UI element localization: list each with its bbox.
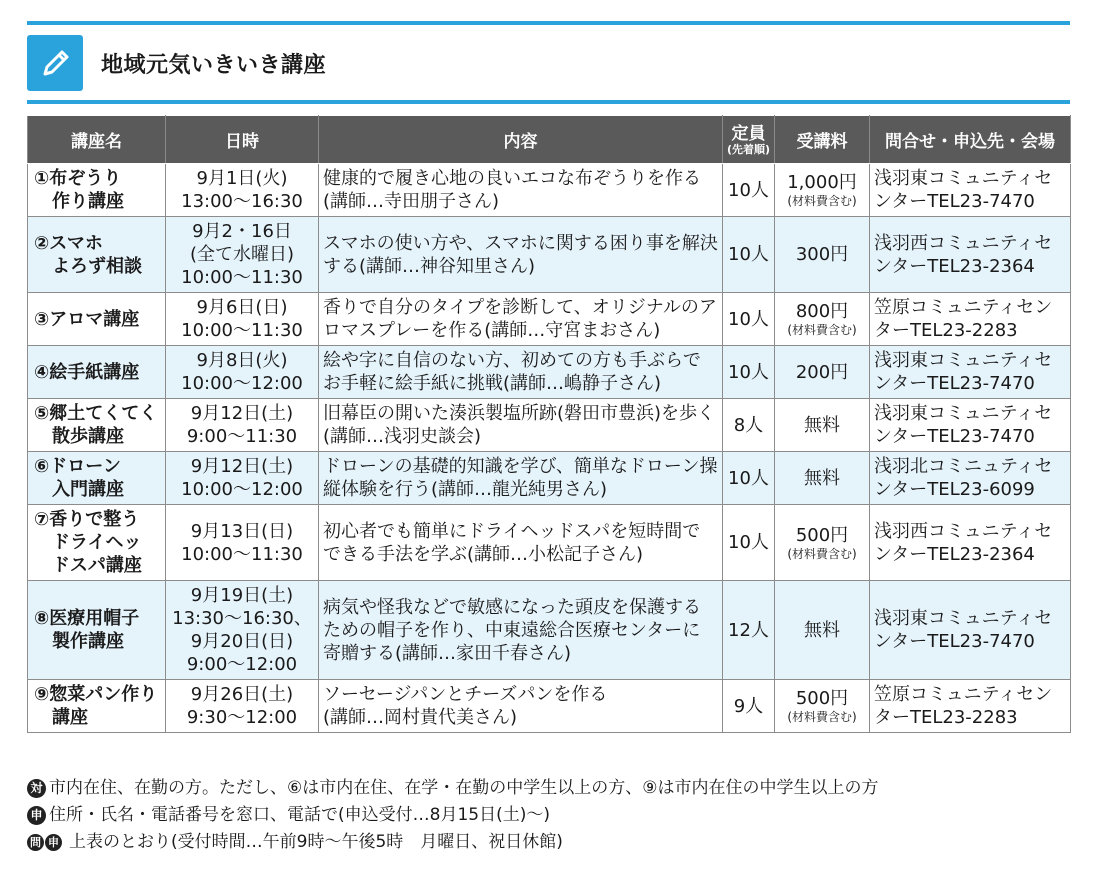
capacity-cell: 10人 <box>723 505 775 581</box>
course-name-cell: ⑨惣菜パン作り 講座 <box>28 680 166 733</box>
content-cell: 健康的で履き心地の良いエコな布ぞうりを作る(講師…寺田朋子さん) <box>319 164 723 217</box>
column-header-content: 内容 <box>319 116 723 164</box>
inquiry-apply-mark-icon: 申 <box>45 834 62 851</box>
fee-cell <box>775 346 870 399</box>
fee-value: 200円 <box>795 361 849 383</box>
course-name-cell: ⑤郷土てくてく 散歩講座 <box>28 399 166 452</box>
course-name-cell: ⑦香りで整う ドライヘッ ドスパ講座 <box>28 505 166 581</box>
column-header-contact: 問合せ・申込先・会場 <box>870 116 1071 164</box>
capacity-cell: 12人 <box>723 581 775 680</box>
content-cell: ソーセージパンとチーズパンを作る (講師…岡村貴代美さん) <box>319 680 723 733</box>
fee-note: (材料費含む) <box>787 323 857 337</box>
contact-cell: 浅羽西コミュニティセンターTEL23-2364 <box>870 217 1071 293</box>
table-row <box>28 217 1071 293</box>
table-row <box>28 293 1071 346</box>
table-row <box>28 164 1071 217</box>
content-cell: ドローンの基礎的知識を学び、簡単なドローン操縦体験を行う(講師…龍光純男さん) <box>319 452 723 505</box>
notes <box>27 775 878 856</box>
fee-cell <box>775 505 870 581</box>
content-cell: 旧幕臣の開いた湊浜製塩所跡(磐田市豊浜)を歩く(講師…浅羽史談会) <box>319 399 723 452</box>
capacity-cell: 10人 <box>723 452 775 505</box>
fee-value: 300円 <box>795 244 849 265</box>
capacity-cell: 8人 <box>723 399 775 452</box>
table-row <box>28 581 1071 680</box>
table-header-row <box>28 116 1071 164</box>
datetime-cell: 9月26日(土) 9:30〜12:00 <box>166 680 319 733</box>
note-inquiry-text: 上表のとおり(受付時間…午前9時〜午後5時 月曜日、祝日休館) <box>69 832 563 852</box>
table-row <box>28 680 1071 733</box>
column-header-name: 講座名 <box>28 116 166 164</box>
fee-value: 500円 <box>795 688 849 709</box>
contact-cell: 浅羽東コミュニティセンターTEL23-7470 <box>870 164 1071 217</box>
inquiry-mark-icon: 問 <box>27 834 44 851</box>
note-target-text: 市内在住、在勤の方。ただし、⑥は市内在住、在学・在勤の中学生以上の方、⑨は市内在住の中学生以上の方 <box>49 778 879 798</box>
course-name-cell: ④絵手紙講座 <box>28 346 166 399</box>
section-header <box>27 34 326 92</box>
capacity-cell: 10人 <box>723 217 775 293</box>
fee-note: (材料費含む) <box>787 194 857 208</box>
fee-value: 無料 <box>804 414 840 436</box>
fee-cell <box>775 293 870 346</box>
datetime-cell: 9月1日(火) 13:00〜16:30 <box>166 164 319 217</box>
course-name-cell: ③アロマ講座 <box>28 293 166 346</box>
content-cell: スマホの使い方や、スマホに関する困り事を解決する(講師…神谷知里さん) <box>319 217 723 293</box>
bottom-rule <box>27 100 1070 104</box>
contact-cell: 浅羽西コミュニティセンターTEL23-2364 <box>870 505 1071 581</box>
contact-cell: 笠原コミュニティセンターTEL23-2283 <box>870 293 1071 346</box>
fee-value: 500円 <box>795 524 849 546</box>
fee-cell <box>775 680 870 733</box>
fee-cell <box>775 217 870 293</box>
section-title: 地域元気いきいき講座 <box>101 52 327 78</box>
fee-note: (材料費含む) <box>787 546 857 561</box>
content-cell: 香りで自分のタイプを診断して、オリジナルのアロマスプレーを作る(講師…守宮まおさん) <box>319 293 723 346</box>
note-target <box>27 775 878 802</box>
contact-cell: 浅羽北コミニュティセンターTEL23-6099 <box>870 452 1071 505</box>
fee-value: 800円 <box>795 301 849 322</box>
column-header-datetime: 日時 <box>166 116 319 164</box>
fee-cell <box>775 452 870 505</box>
datetime-cell: 9月12日(土) 10:00〜12:00 <box>166 452 319 505</box>
content-cell: 絵や字に自信のない方、初めての方も手ぶらでお手軽に絵手紙に挑戦(講師…嶋静子さん) <box>319 346 723 399</box>
content-cell: 初心者でも簡単にドライヘッドスパを短時間でできる手法を学ぶ(講師…小松記子さん) <box>319 505 723 581</box>
apply-mark-icon: 申 <box>27 806 46 825</box>
fee-note: (材料費含む) <box>787 710 857 724</box>
fee-cell <box>775 399 870 452</box>
table-row <box>28 346 1071 399</box>
contact-cell: 浅羽東コミュニティセンターTEL23-7470 <box>870 399 1071 452</box>
fee-value: 無料 <box>804 619 840 641</box>
course-name-cell: ②スマホ よろず相談 <box>28 217 166 293</box>
capacity-cell: 9人 <box>723 680 775 733</box>
fee-cell <box>775 581 870 680</box>
contact-cell: 浅羽東コミュニティセンターTEL23-7470 <box>870 581 1071 680</box>
datetime-cell: 9月6日(日) 10:00〜11:30 <box>166 293 319 346</box>
fee-cell <box>775 164 870 217</box>
datetime-cell: 9月8日(火) 10:00〜12:00 <box>166 346 319 399</box>
top-rule <box>27 21 1070 25</box>
course-name-cell: ⑧医療用帽子 製作講座 <box>28 581 166 680</box>
fee-value: 1,000円 <box>787 172 857 193</box>
capacity-cell: 10人 <box>723 293 775 346</box>
contact-cell: 笠原コミュニティセンターTEL23-2283 <box>870 680 1071 733</box>
content-cell: 病気や怪我などで敏感になった頭皮を保護するための帽子を作り、中東遠総合医療センターに寄贈する(講師…家田千春さん) <box>319 581 723 680</box>
datetime-cell: 9月2・16日 (全て水曜日) 10:00〜11:30 <box>166 217 319 293</box>
table-row <box>28 505 1071 581</box>
table-row <box>28 399 1071 452</box>
capacity-header-label: 定員 <box>731 123 766 144</box>
pencil-icon <box>27 35 83 91</box>
course-table <box>27 115 1071 733</box>
datetime-cell: 9月12日(土) 9:00〜11:30 <box>166 399 319 452</box>
capacity-header-note: (先着順) <box>726 142 771 156</box>
datetime-cell: 9月19日(土) 13:30〜16:30、 9月20日(日) 9:00〜12:00 <box>166 581 319 680</box>
column-header-fee: 受講料 <box>775 116 870 164</box>
capacity-cell: 10人 <box>723 346 775 399</box>
note-inquiry <box>27 829 878 856</box>
target-mark-icon: 対 <box>27 779 46 798</box>
note-apply-text: 住所・氏名・電話番号を窓口、電話で(申込受付…8月15日(土)〜) <box>49 805 550 825</box>
note-apply <box>27 802 878 829</box>
fee-value: 無料 <box>804 467 840 489</box>
contact-cell: 浅羽東コミュニティセンターTEL23-7470 <box>870 346 1071 399</box>
capacity-cell: 10人 <box>723 164 775 217</box>
datetime-cell: 9月13日(日) 10:00〜11:30 <box>166 505 319 581</box>
column-header-capacity <box>723 116 775 164</box>
course-name-cell: ⑥ドローン 入門講座 <box>28 452 166 505</box>
course-name-cell: ①布ぞうり 作り講座 <box>28 164 166 217</box>
table-row <box>28 452 1071 505</box>
